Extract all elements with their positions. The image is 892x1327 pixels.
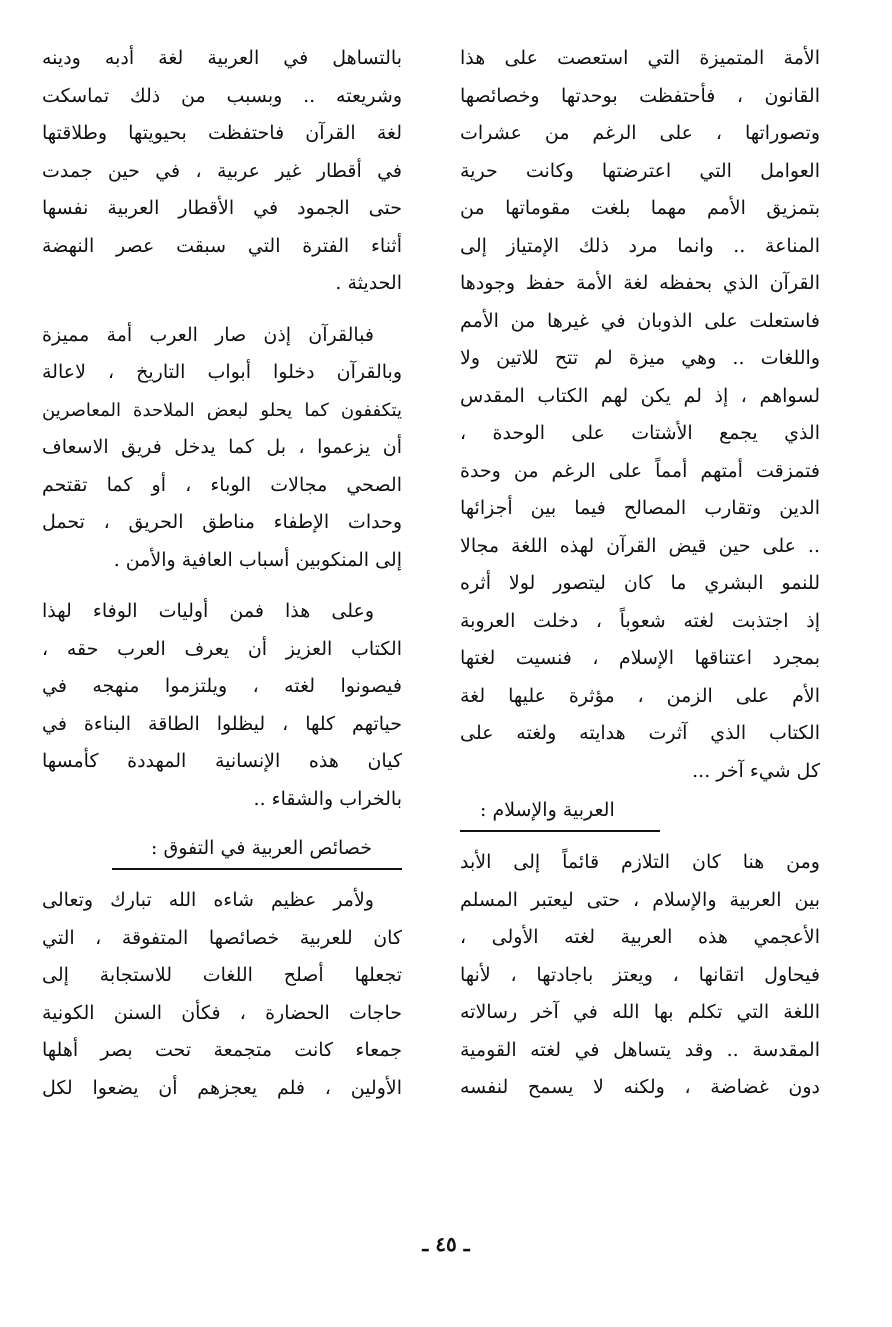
text-line: وعلى هذا فمن أوليات الوفاء لهذا bbox=[42, 600, 374, 622]
text-line: بين العربية والإسلام ، حتى ليعتبر المسلم bbox=[460, 888, 820, 911]
text-line: حتى الجمود في الأقطار العربية نفسها bbox=[42, 197, 402, 219]
text-line: يتكففون كما يحلو لبعض الملاحدة المعاصرين bbox=[42, 399, 402, 421]
text-line: للنمو البشري ما كان ليتصور لولا أثره bbox=[460, 572, 820, 594]
right-column bbox=[460, 40, 820, 1107]
left-paragraph-2 bbox=[42, 317, 402, 580]
heading-underline bbox=[460, 830, 660, 832]
text-line: لسواهم ، إذ لم يكن لهم الكتاب المقدس bbox=[460, 384, 820, 407]
left-paragraph-1 bbox=[42, 40, 402, 303]
text-line: أن يزعموا ، بل كما يدخل فريق الاسعاف bbox=[42, 436, 402, 458]
paragraph-gap bbox=[42, 579, 402, 593]
text-line: الأمة المتميزة التي استعصت على هذا bbox=[460, 47, 820, 69]
text-line: في أقطار غير عربية ، في حين جمدت bbox=[42, 159, 402, 182]
text-line: فاستعلت على الذوبان في غيرها من الأمم bbox=[460, 309, 820, 332]
left-paragraph-4 bbox=[42, 882, 402, 1107]
text-line: المقدسة .. وقد يتساهل في لغته القومية bbox=[460, 1038, 820, 1061]
text-line: دون غضاضة ، ولكنه لا يسمح لنفسه bbox=[460, 1076, 820, 1098]
text-line: فيصونوا لغته ، ويلتزموا منهجه في bbox=[42, 675, 402, 697]
left-column bbox=[42, 40, 402, 1107]
text-line: تجعلها أصلح اللغات للاستجابة إلى bbox=[42, 964, 402, 986]
text-line: وتصوراتها ، على الرغم من عشرات bbox=[460, 122, 820, 144]
text-line: فيحاول اتقانها ، ويعتز باجادتها ، لأنها bbox=[460, 963, 820, 986]
text-line: إذ اجتذبت لغته شعوباً ، دخلت العروبة bbox=[460, 609, 820, 632]
text-line: ومن هنا كان التلازم قائماً إلى الأبد bbox=[460, 851, 820, 873]
text-line: جمعاء كانت متجمعة تحت بصر أهلها bbox=[42, 1039, 402, 1061]
text-line: الحديثة . bbox=[335, 272, 402, 294]
text-line: العوامل التي اعترضتها وكانت حرية bbox=[460, 159, 820, 182]
text-line: إلى المنكوبين أسباب العافية والأمن . bbox=[113, 548, 402, 571]
text-line: الأعجمي هذه العربية لغته الأولى ، bbox=[460, 926, 820, 948]
text-line: أثناء الفترة التي سبقت عصر النهضة bbox=[42, 234, 402, 257]
text-line: بمجرد اعتناقها الإسلام ، فنسيت لغتها bbox=[460, 647, 820, 669]
text-line: القرآن الذي بحفظه لغة الأمة حفظ وجودها bbox=[460, 272, 820, 294]
section-heading: العربية والإسلام : bbox=[480, 799, 615, 821]
heading-underline bbox=[112, 868, 402, 870]
text-line: وشريعته .. وبسبب من ذلك تماسكت bbox=[42, 84, 402, 107]
text-line: وحدات الإطفاء مناطق الحريق ، تحمل bbox=[42, 511, 402, 533]
text-line: لغة القرآن فاحتفظت بحيويتها وطلاقتها bbox=[42, 122, 402, 144]
text-line: حاجات الحضارة ، فكأن السنن الكونية bbox=[42, 1001, 402, 1024]
text-line: القانون ، فأحتفظت بوحدتها وخصائصها bbox=[460, 84, 820, 107]
paragraph-gap bbox=[42, 303, 402, 317]
text-line: الكتاب الذي آثرت هدايته ولغته على bbox=[460, 722, 820, 744]
text-line: كل شيء آخر ... bbox=[692, 759, 820, 782]
text-line: المناعة .. وانما مرد ذلك الإمتياز إلى bbox=[460, 234, 820, 257]
text-line: الأولين ، فلم يعجزهم أن يضعوا لكل bbox=[42, 1076, 402, 1099]
text-line: واللغات .. وهي ميزة لم تتح للاتين ولا bbox=[460, 347, 820, 369]
text-line: الذي يجمع الأشتات على الوحدة ، bbox=[460, 422, 820, 444]
text-line: اللغة التي تكلم بها الله في آخر رسالاته bbox=[460, 1001, 820, 1023]
text-line: فبالقرآن إذن صار العرب أمة مميزة bbox=[42, 323, 374, 346]
text-line: حياتهم كلها ، ليظلوا الطاقة البناءة في bbox=[42, 712, 402, 735]
text-line: بالتساهل في العربية لغة أدبه ودينه bbox=[42, 47, 402, 69]
right-paragraph-1 bbox=[460, 40, 820, 790]
page-number: ـ ٤٥ ـ bbox=[422, 1232, 470, 1256]
text-line: الدين وتقارب المصالح فيما بين أجزائها bbox=[460, 497, 820, 519]
text-line: وبالقرآن دخلوا أبواب التاريخ ، لاعالة bbox=[42, 361, 402, 383]
text-line: كان للعربية خصائصها المتفوقة ، التي bbox=[42, 926, 402, 949]
text-line: ولأمر عظيم شاءه الله تبارك وتعالى bbox=[42, 889, 374, 911]
text-line: .. على حين قيض القرآن لهذه اللغة مجالا bbox=[460, 534, 820, 557]
text-line: الكتاب العزيز أن يعرف العرب حقه ، bbox=[42, 637, 402, 660]
text-line: كيان هذه الإنسانية المهددة كأمسها bbox=[42, 750, 402, 772]
left-paragraph-3 bbox=[42, 593, 402, 818]
text-line: فتمزقت أمتهم أمماً على الرغم من وحدة bbox=[460, 459, 820, 482]
text-line: بالخراب والشقاء .. bbox=[253, 787, 402, 810]
right-paragraph-2 bbox=[460, 844, 820, 1107]
text-line: الأم على الزمن ، مؤثرة عليها لغة bbox=[460, 684, 820, 707]
section-heading: خصائص العربية في التفوق : bbox=[151, 837, 372, 859]
text-line: الصحي مجالات الوباء ، أو كما تقتحم bbox=[42, 473, 402, 496]
text-line: بتمزيق الأمم مهما بلغت مقوماتها من bbox=[460, 197, 820, 219]
